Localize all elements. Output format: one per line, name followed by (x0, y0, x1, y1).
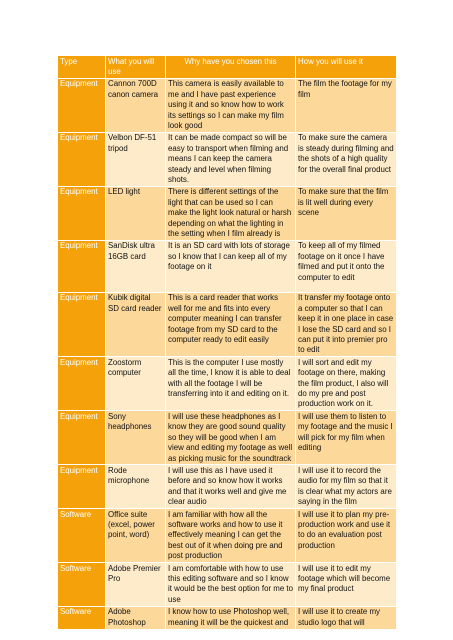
table-row (58, 240, 397, 292)
row-item: Adobe Photoshop (106, 606, 166, 629)
row-type: Equipment (58, 357, 106, 411)
row-why: This is the computer I use mostly all the time, I know it is able to deal with all the footage I will be transferring into it and editing on it. (166, 357, 296, 411)
row-item: Sony headphones (106, 411, 166, 465)
row-why: I will use these headphones as I know they are good sound quality so they will be good when I am view and editing my footage as well as picking music for the soundtrack (166, 411, 296, 465)
row-how: To make sure the camera is steady during filming and the shots of a high quality for the overall final product (296, 132, 397, 186)
row-type: Equipment (58, 465, 106, 509)
row-item: Rode microphone (106, 465, 166, 509)
row-item: Adobe Premier Pro (106, 563, 166, 607)
row-item: SanDisk ultra 16GB card (106, 240, 166, 292)
row-how: To keep all of my filmed footage on it once I have filmed and put it onto the computer to edit (296, 240, 397, 292)
row-why: I am comfortable with how to use this editing software and so I know it would be the best option for me to use (166, 563, 296, 607)
table-row (58, 465, 397, 509)
table-row (58, 563, 397, 607)
row-why: I am familiar with how all the software works and how to use it effectively meaning I can get the best out of it when doing pre and post production (166, 509, 296, 563)
table-row (58, 132, 397, 186)
row-how: I will sort and edit my footage on there, making the film product, I also will do my pre and post production work on it. (296, 357, 397, 411)
row-item: LED light (106, 186, 166, 240)
row-type: Software (58, 509, 106, 563)
row-type: Equipment (58, 292, 106, 356)
table-row (58, 292, 397, 356)
row-type: Equipment (58, 132, 106, 186)
row-how: The film the footage for my film (296, 78, 397, 132)
header-how-you-will-use: How you will use it (296, 56, 397, 79)
row-type: Equipment (58, 240, 106, 292)
header-what-you-will-use: What you will use (106, 56, 166, 79)
row-how: I will use it to record the audio for my film so that it is clear what my actors are saying in the film (296, 465, 397, 509)
row-type: Software (58, 563, 106, 607)
row-item: Kubik digital SD card reader (106, 292, 166, 356)
row-type: Equipment (58, 186, 106, 240)
row-how: It transfer my footage onto a computer so that I can keep it in one place in case I lose the SD card and so I can put it into premier pro to edit (296, 292, 397, 356)
header-why-chosen: Why have you chosen this (166, 56, 296, 79)
table-row (58, 78, 397, 132)
table-row (58, 357, 397, 411)
header-type: Type (58, 56, 106, 79)
row-why: This camera is easily available to me and I have past experience using it and so know how to work its settings so I can make my film look good (166, 78, 296, 132)
row-why: It is an SD card with lots of storage so I know that I can keep all of my footage on it (166, 240, 296, 292)
row-type: Equipment (58, 411, 106, 465)
row-why: It can be made compact so will be easy to transport when filming and means I can keep the camera steady and level when filming shots. (166, 132, 296, 186)
equipment-software-table (57, 55, 397, 630)
table-row (58, 411, 397, 465)
row-item: Zoostorm computer (106, 357, 166, 411)
table-header-row (58, 56, 397, 79)
table-row (58, 509, 397, 563)
row-type: Software (58, 606, 106, 629)
row-how: I will use it to edit my footage which will become my final product (296, 563, 397, 607)
table-row (58, 606, 397, 629)
row-item: Cannon 700D canon camera (106, 78, 166, 132)
row-item: Velbon DF-51 tripod (106, 132, 166, 186)
row-how: I will use it to create my studio logo that will (296, 606, 397, 629)
row-how: To make sure that the film is lit well during every scene (296, 186, 397, 240)
row-why: I will use this as I have used it before and so know how it works and that it works well and give me clear audio (166, 465, 296, 509)
row-why: I know how to use Photoshop well, meaning it will be the quickest and (166, 606, 296, 629)
row-how: I will use it to plan my pre-production work and use it to do an evaluation post production (296, 509, 397, 563)
row-how: I will use them to listen to my footage and the music I will pick for my film when editing (296, 411, 397, 465)
row-type: Equipment (58, 78, 106, 132)
row-item: Office suite (excel, power point, word) (106, 509, 166, 563)
row-why: There is different settings of the light that can be used so I can make the light look natural or harsh depending on what the lighting in the setting when I film already is (166, 186, 296, 240)
row-why: This is a card reader that works well for me and fits into every computer meaning I can transfer footage from my SD card to the computer ready to edit easily (166, 292, 296, 356)
table-row (58, 186, 397, 240)
